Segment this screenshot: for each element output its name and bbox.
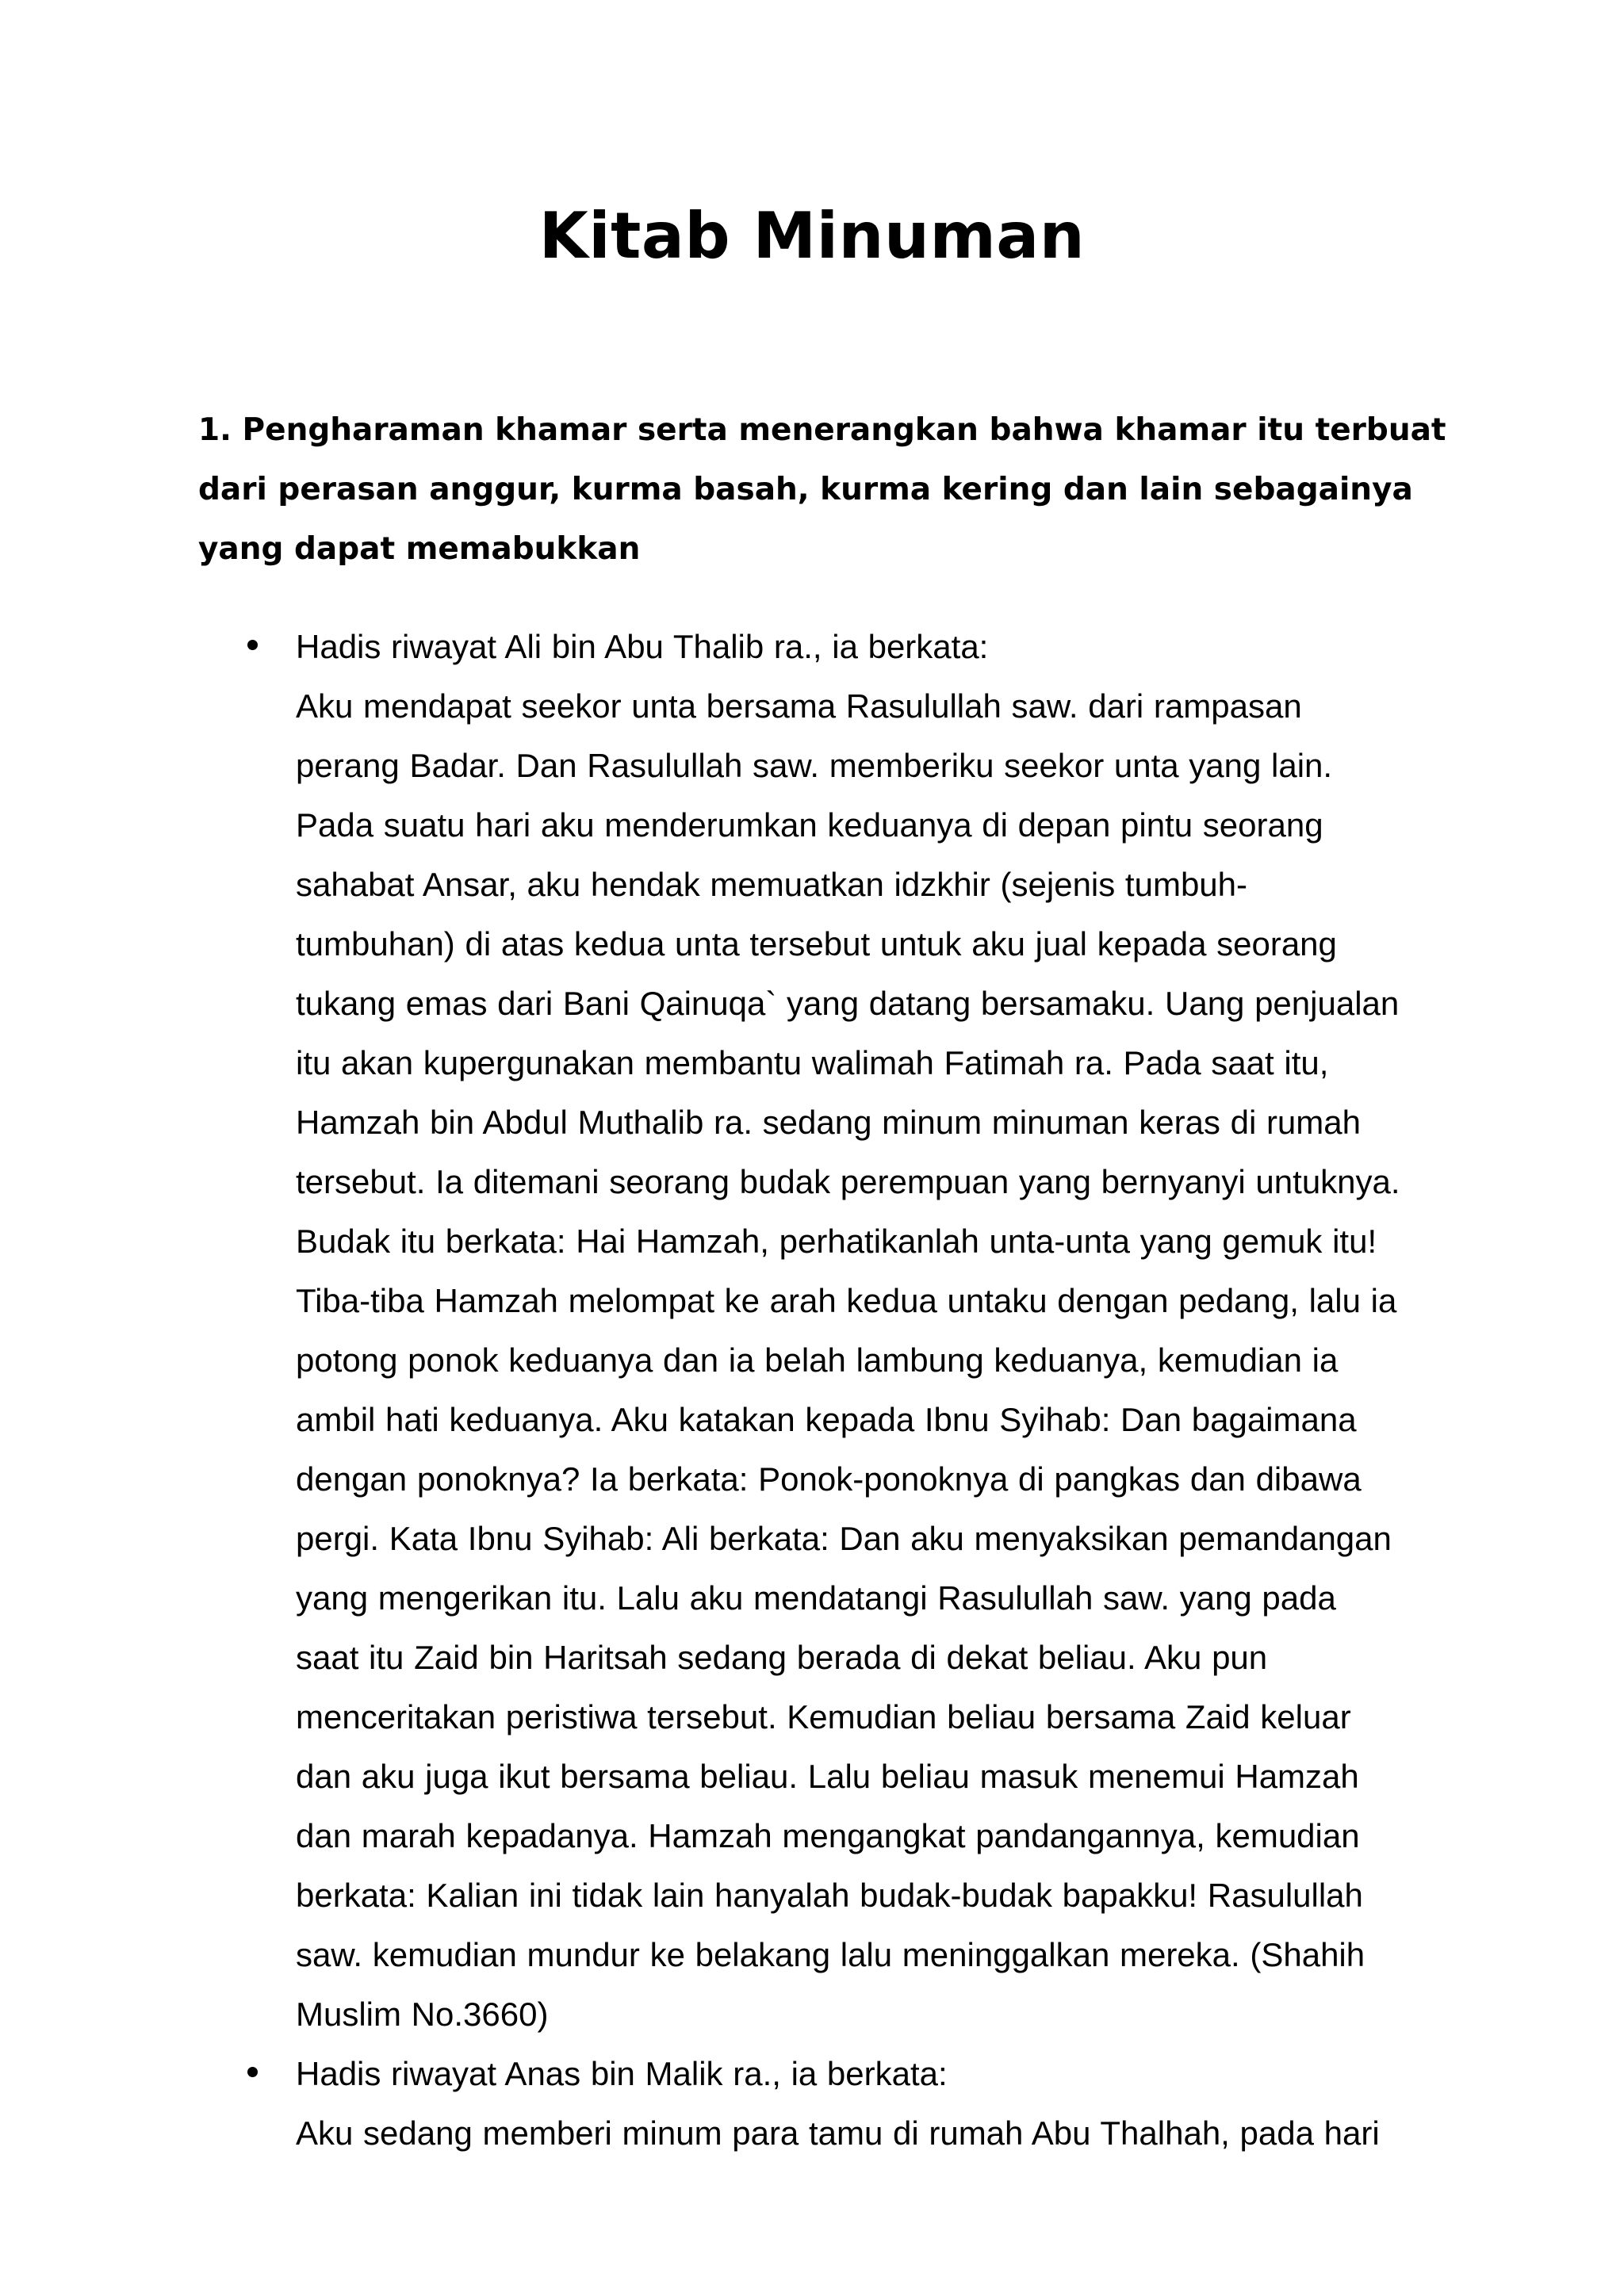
bullet-icon: [247, 2067, 258, 2077]
section-heading: 1. Pengharaman khamar serta menerangkan bahwa khamar itu terbuat dari perasan anggur, kurma basah, kurma kering dan lain sebagainya yang dapat memabukkan: [198, 412, 1446, 567]
document-title: Kitab Minuman: [538, 199, 1086, 273]
bullet-icon: [247, 640, 258, 650]
hadith-list: [0, 617, 1624, 2163]
hadith-item: [0, 617, 1406, 2044]
hadith-body: Aku mendapat seekor unta bersama Rasulullah saw. dari rampasan perang Badar. Dan Rasulullah saw. memberiku seekor unta yang lain. Pada suatu hari aku menderumkan keduanya di depan pintu seorang sahabat Ansar, aku hendak memuatkan idzkhir (sejenis tumbuh-tumbuhan) di atas kedua unta tersebut untuk aku jual kepada seorang tukang emas dari Bani Qainuqa` yang datang bersamaku. Uang penjualan itu akan kupergunakan membantu walimah Fatimah ra. Pada saat itu, Hamzah bin Abdul Muthalib ra. sedang minum minuman keras di rumah tersebut. Ia ditemani seorang budak perempuan yang bernyanyi untuknya. Budak itu berkata: Hai Hamzah, perhatikanlah unta-unta yang gemuk itu! Tiba-tiba Hamzah melompat ke arah kedua untaku dengan pedang, lalu ia potong ponok keduanya dan ia belah lambung keduanya, kemudian ia ambil hati keduanya. Aku katakan kepada Ibnu Syihab: Dan bagaimana dengan ponoknya? Ia berkata: Ponok-ponoknya di pangkas dan dibawa pergi. Kata Ibnu Syihab: Ali berkata: Dan aku menyaksikan pemandangan yang mengerikan itu. Lalu aku mendatangi Rasulullah saw. yang pada saat itu Zaid bin Haritsah sedang berada di dekat beliau. Aku pun menceritakan peristiwa tersebut. Kemudian beliau bersama Zaid keluar dan aku juga ikut bersama beliau. Lalu beliau masuk menemui Hamzah dan marah kepadanya. Hamzah mengangkat pandangannya, kemudian berkata: Kalian ini tidak lain hanyalah budak-budak bapakku! Rasulullah saw. kemudian mundur ke belakang lalu meninggalkan mereka. (Shahih Muslim No.3660): [296, 687, 1400, 2033]
hadith-body: Aku sedang memberi minum para tamu di rumah Abu Thalhah, pada hari: [296, 2114, 1380, 2152]
hadith-intro: Hadis riwayat Ali bin Abu Thalib ra., ia berkata:: [296, 628, 989, 665]
hadith-item: [0, 2044, 1406, 2163]
hadith-intro: Hadis riwayat Anas bin Malik ra., ia berkata:: [296, 2055, 948, 2092]
